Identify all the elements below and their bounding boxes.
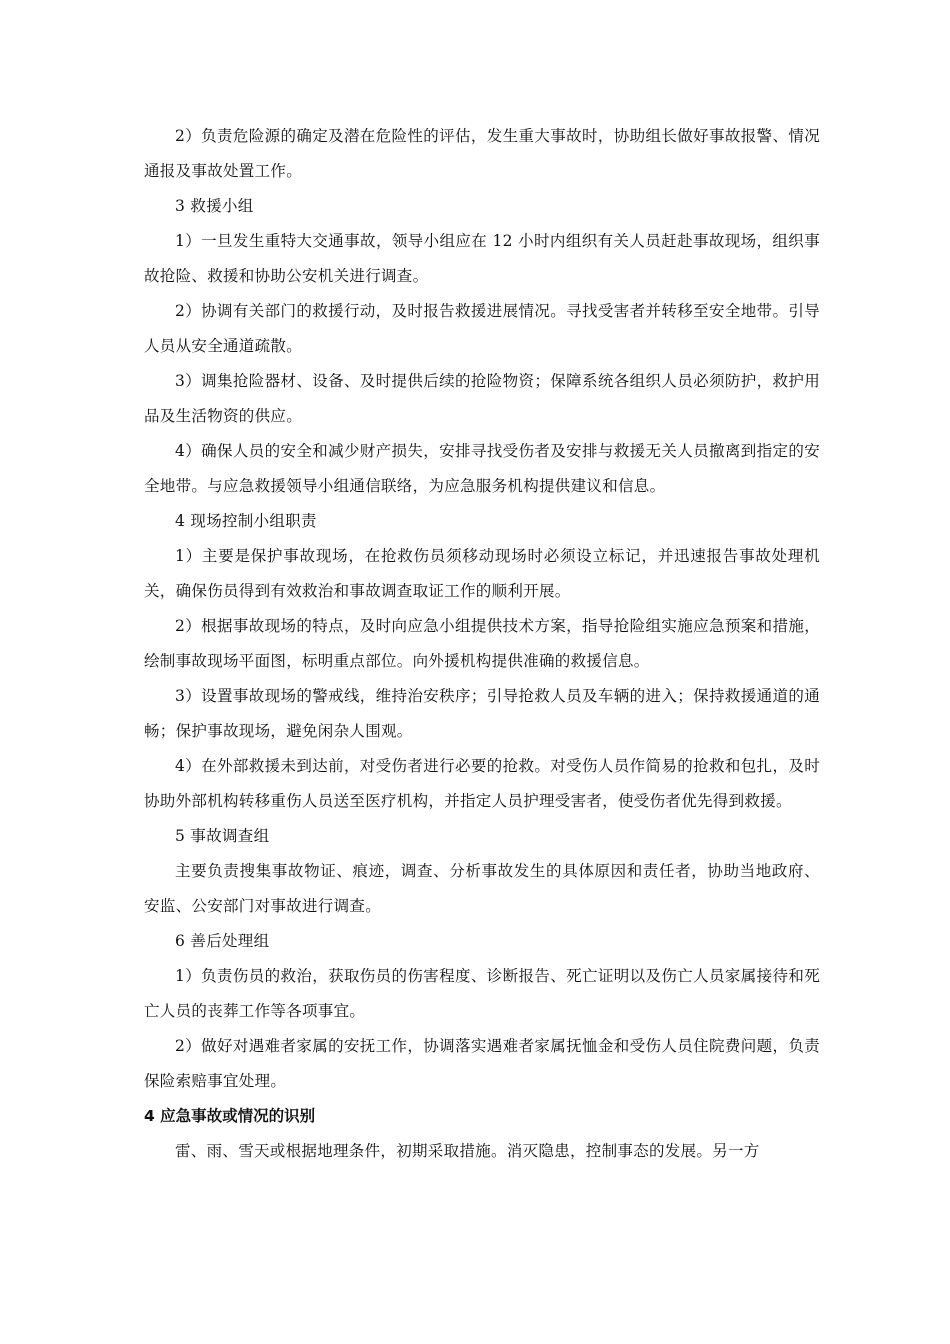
- document-body: [144, 119, 820, 1169]
- paragraph: 2）协调有关部门的救援行动，及时报告救援进展情况。寻找受害者并转移至安全地带。引导人员从安全通道疏散。: [144, 302, 820, 355]
- paragraph: 1）主要是保护事故现场，在抢救伤员须移动现场时必须设立标记，并迅速报告事故处理机关，确保伤员得到有效救治和事故调查取证工作的顺利开展。: [144, 547, 820, 600]
- subsection-title: 6 善后处理组: [175, 932, 270, 950]
- subsection-title: 4 现场控制小组职责: [175, 512, 317, 530]
- section-heading: 4 应急事故或情况的识别: [144, 1107, 316, 1125]
- paragraph: 3）设置事故现场的警戒线，维持治安秩序；引导抢救人员及车辆的进入；保持救援通道的通畅；保护事故现场，避免闲杂人围观。: [144, 687, 820, 740]
- paragraph: 1）负责伤员的救治，获取伤员的伤害程度、诊断报告、死亡证明以及伤亡人员家属接待和死亡人员的丧葬工作等各项事宜。: [144, 967, 820, 1020]
- subsection-title: 3 救援小组: [175, 197, 254, 215]
- paragraph: 1）一旦发生重特大交通事故，领导小组应在 12 小时内组织有关人员赶赴事故现场，组织事故抢险、救援和协助公安机关进行调查。: [144, 232, 820, 285]
- paragraph: 主要负责搜集事故物证、痕迹，调查、分析事故发生的具体原因和责任者，协助当地政府、安监、公安部门对事故进行调查。: [144, 862, 820, 915]
- paragraph: 4）在外部救援未到达前，对受伤者进行必要的抢救。对受伤人员作简易的抢救和包扎，及时协助外部机构转移重伤人员送至医疗机构，并指定人员护理受害者，使受伤者优先得到救援。: [144, 757, 820, 810]
- paragraph: 4）确保人员的安全和减少财产损失，安排寻找受伤者及安排与救援无关人员撤离到指定的安全地带。与应急救援领导小组通信联络，为应急服务机构提供建议和信息。: [144, 442, 820, 495]
- paragraph: 2）根据事故现场的特点，及时向应急小组提供技术方案，指导抢险组实施应急预案和措施，绘制事故现场平面图，标明重点部位。向外援机构提供准确的救援信息。: [144, 617, 820, 670]
- paragraph: 3）调集抢险器材、设备、及时提供后续的抢险物资；保障系统各组织人员必须防护，救护用品及生活物资的供应。: [144, 372, 820, 425]
- paragraph: 2）做好对遇难者家属的安抚工作，协调落实遇难者家属抚恤金和受伤人员住院费问题，负责保险索赔事宜处理。: [144, 1037, 820, 1090]
- paragraph: 2）负责危险源的确定及潜在危险性的评估，发生重大事故时，协助组长做好事故报警、情况通报及事故处置工作。: [144, 127, 820, 180]
- subsection-title: 5 事故调查组: [175, 827, 270, 845]
- paragraph: 雷、雨、雪天或根据地理条件，初期采取措施。消灭隐患，控制事态的发展。另一方: [175, 1142, 760, 1160]
